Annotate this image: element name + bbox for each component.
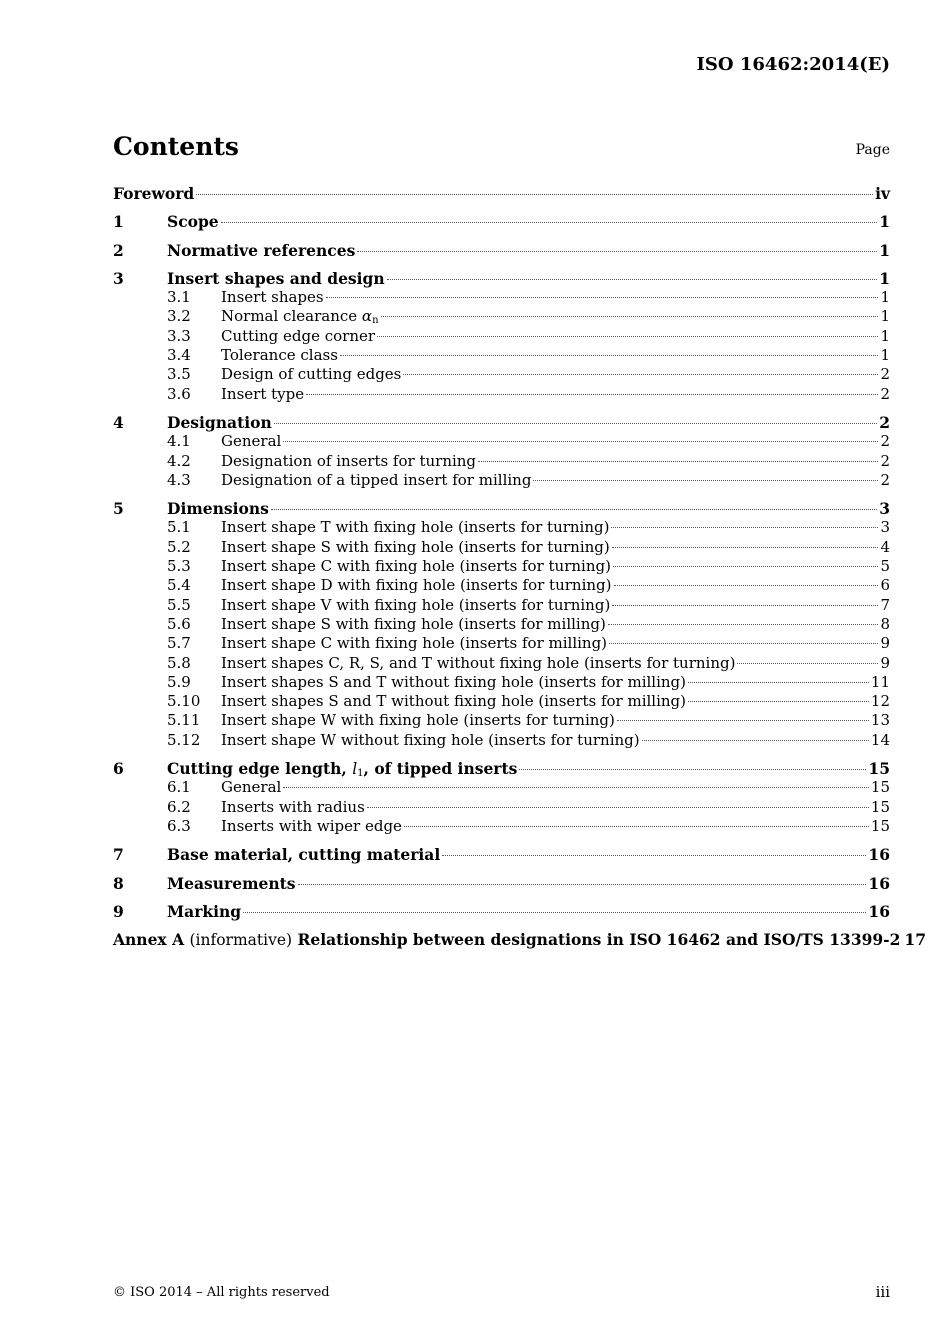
- toc-label: General: [221, 778, 282, 797]
- leader-dots: [519, 769, 866, 770]
- toc-label: Designation of inserts for turning: [221, 451, 477, 470]
- toc-page: 11: [870, 672, 890, 691]
- annex-title: Relationship between designations in ISO 16462 and ISO/TS 13399-2: [297, 930, 901, 950]
- toc-page: 3: [879, 499, 890, 519]
- leader-dots: [403, 374, 878, 375]
- toc-subentry[interactable]: [113, 634, 890, 653]
- toc-number: 5.4: [167, 576, 191, 595]
- toc-label: Insert shape V with fixing hole (inserts for turning): [221, 595, 611, 614]
- toc-page: 1: [879, 212, 890, 232]
- toc-number: 6.2: [167, 797, 191, 816]
- toc-subentry[interactable]: [113, 288, 890, 307]
- toc-entry-dimensions[interactable]: [113, 499, 890, 518]
- toc-label: Designation of a tipped insert for milling: [221, 470, 532, 489]
- leader-dots: [442, 855, 866, 856]
- annex-kind: (informative): [189, 931, 293, 950]
- leader-dots: [387, 279, 878, 280]
- toc-label-text: Normal clearance: [221, 307, 358, 326]
- toc-page: 13: [870, 711, 890, 730]
- toc-page: 9: [880, 653, 890, 672]
- toc-label: Insert shapes: [221, 288, 324, 307]
- leader-dots: [340, 355, 878, 356]
- alpha-subscript: n: [372, 315, 379, 327]
- toc-page: 6: [880, 576, 890, 595]
- toc-label: Normative references: [167, 240, 356, 260]
- toc-label: Measurements: [167, 873, 296, 893]
- toc-number: 9: [113, 901, 124, 921]
- toc-number: 4.1: [167, 432, 191, 451]
- toc-label: Designation: [167, 412, 272, 432]
- toc-label: Insert type: [221, 384, 305, 403]
- toc-number: 3.4: [167, 346, 191, 365]
- leader-dots: [377, 336, 878, 337]
- leader-dots: [326, 297, 878, 298]
- toc-label: Insert shapes and design: [167, 268, 385, 288]
- alpha-symbol: α: [361, 307, 373, 326]
- leader-dots: [688, 701, 869, 702]
- toc-number: 4.3: [167, 470, 191, 489]
- leader-dots: [196, 194, 873, 195]
- toc-subentry[interactable]: [113, 654, 890, 673]
- toc-subentry[interactable]: [113, 432, 890, 451]
- toc-subentry[interactable]: [113, 557, 890, 576]
- toc-page: 7: [880, 595, 890, 614]
- leader-dots: [404, 826, 869, 827]
- table-of-contents: [113, 184, 926, 950]
- leader-dots: [283, 787, 869, 788]
- leader-dots: [737, 663, 878, 664]
- page-column-label: Page: [855, 142, 890, 158]
- toc-page: 16: [868, 901, 890, 921]
- toc-page: 2: [880, 432, 890, 451]
- length-subscript: 1: [357, 768, 364, 780]
- page-title: Contents: [113, 132, 240, 161]
- toc-number: 3.2: [167, 307, 191, 326]
- toc-page: 2: [880, 365, 890, 384]
- toc-label: Tolerance class: [221, 346, 338, 365]
- annex-prefix: Annex A: [113, 930, 185, 950]
- toc-entry-base-material[interactable]: [113, 845, 890, 864]
- toc-page: 1: [880, 346, 890, 365]
- toc-subentry[interactable]: [113, 673, 890, 692]
- leader-dots: [283, 441, 878, 442]
- leader-dots: [357, 251, 877, 252]
- toc-entry-annex-a[interactable]: [113, 930, 926, 950]
- toc-number: 6.1: [167, 778, 191, 797]
- leader-dots: [533, 480, 878, 481]
- footer-page-number: iii: [875, 1283, 890, 1301]
- toc-label: Inserts with wiper edge: [221, 816, 402, 835]
- toc-subentry[interactable]: [113, 452, 890, 471]
- toc-page: 1: [880, 288, 890, 307]
- toc-page: 5: [880, 557, 890, 576]
- leader-dots: [608, 624, 878, 625]
- toc-entry-designation[interactable]: [113, 413, 890, 432]
- toc-number: 5.9: [167, 672, 191, 691]
- length-variable: l: [352, 760, 358, 779]
- toc-label: Insert shape S with fixing hole (inserts for milling): [221, 614, 606, 633]
- toc-subentry[interactable]: [113, 731, 890, 750]
- toc-page: 8: [880, 614, 890, 633]
- toc-page: 2: [879, 412, 890, 432]
- footer-copyright: © ISO 2014 – All rights reserved: [113, 1285, 330, 1300]
- toc-label: Base material, cutting material: [167, 845, 441, 865]
- toc-page: 2: [880, 384, 890, 403]
- toc-label: Insert shape T with fixing hole (inserts for turning): [221, 518, 610, 537]
- leader-dots: [243, 912, 866, 913]
- leader-dots: [614, 585, 879, 586]
- toc-number: 5.8: [167, 653, 191, 672]
- leader-dots: [642, 740, 869, 741]
- toc-subentry[interactable]: [113, 327, 890, 346]
- toc-number: 5.3: [167, 557, 191, 576]
- leader-dots: [221, 222, 878, 223]
- toc-page: 9: [880, 634, 890, 653]
- toc-label: Cutting edge corner: [221, 326, 376, 345]
- toc-label-pre: Cutting edge length,: [167, 759, 347, 779]
- toc-subentry[interactable]: [113, 576, 890, 595]
- toc-subentry[interactable]: [113, 615, 890, 634]
- toc-page: 1: [880, 307, 890, 326]
- toc-number: 3.5: [167, 365, 191, 384]
- leader-dots: [613, 566, 878, 567]
- toc-page: 1: [879, 240, 890, 260]
- toc-subentry[interactable]: [113, 692, 890, 711]
- toc-number: 3.6: [167, 384, 191, 403]
- leader-dots: [688, 682, 869, 683]
- leader-dots: [478, 461, 878, 462]
- toc-subentry[interactable]: [113, 817, 890, 836]
- toc-entry-insert-shapes-design[interactable]: [113, 269, 890, 288]
- leader-dots: [298, 884, 867, 885]
- leader-dots: [609, 643, 878, 644]
- leader-dots: [612, 605, 878, 606]
- leader-dots: [611, 527, 878, 528]
- toc-page: 1: [880, 326, 890, 345]
- toc-entry-scope[interactable]: [113, 212, 890, 231]
- toc-label: Insert shapes C, R, S, and T without fixing hole (inserts for turning): [221, 653, 736, 672]
- toc-label: General: [221, 432, 282, 451]
- toc-label: Insert shape S with fixing hole (inserts for turning): [221, 537, 610, 556]
- toc-subentry[interactable]: [113, 385, 890, 404]
- toc-subentry[interactable]: [113, 307, 890, 326]
- toc-page: 15: [870, 797, 890, 816]
- leader-dots: [306, 394, 878, 395]
- toc-label: Insert shapes S and T without fixing hole (inserts for milling): [221, 692, 686, 711]
- toc-number: 5.12: [167, 730, 201, 749]
- leader-dots: [381, 316, 878, 317]
- toc-number: 5.2: [167, 537, 191, 556]
- toc-page: 3: [880, 518, 890, 537]
- toc-page: iv: [875, 184, 890, 203]
- toc-label: Design of cutting edges: [221, 365, 402, 384]
- toc-label: Insert shape D with fixing hole (inserts for turning): [221, 576, 612, 595]
- toc-label: Insert shapes S and T without fixing hole (inserts for milling): [221, 672, 686, 691]
- toc-page: 14: [870, 730, 890, 749]
- toc-number: 1: [113, 212, 124, 232]
- leader-dots: [271, 509, 877, 510]
- toc-page: 2: [880, 451, 890, 470]
- toc-label: Marking: [167, 901, 242, 921]
- toc-subentry[interactable]: [113, 596, 890, 615]
- toc-page: 16: [868, 845, 890, 865]
- toc-page: 12: [870, 692, 890, 711]
- document-id: ISO 16462:2014(E): [696, 54, 890, 75]
- toc-number: 5: [113, 499, 124, 519]
- toc-page: 4: [880, 537, 890, 556]
- toc-page: 15: [870, 816, 890, 835]
- toc-number: 2: [113, 240, 124, 260]
- toc-number: 3: [113, 268, 124, 288]
- toc-label: Insert shape C with fixing hole (inserts for turning): [221, 557, 611, 576]
- leader-dots: [274, 423, 877, 424]
- toc-number: 8: [113, 873, 124, 893]
- toc-number: 3.3: [167, 326, 191, 345]
- toc-label: Foreword: [113, 184, 195, 203]
- toc-label: Dimensions: [167, 499, 269, 519]
- leader-dots: [617, 720, 869, 721]
- toc-page: 1: [879, 268, 890, 288]
- toc-entry-cutting-edge-length[interactable]: [113, 759, 890, 778]
- toc-page: 2: [880, 470, 890, 489]
- toc-label: Scope: [167, 212, 219, 232]
- toc-number: 6.3: [167, 816, 191, 835]
- toc-entry-measurements[interactable]: [113, 874, 890, 893]
- toc-subentry[interactable]: [113, 365, 890, 384]
- toc-subentry[interactable]: [113, 798, 890, 817]
- toc-entry-normative-references[interactable]: [113, 241, 890, 260]
- toc-number: 5.5: [167, 595, 191, 614]
- toc-number: 6: [113, 759, 124, 779]
- toc-subentry[interactable]: [113, 346, 890, 365]
- toc-label: Inserts with radius: [221, 797, 365, 816]
- toc-entry-foreword[interactable]: [113, 184, 890, 203]
- toc-label: Insert shape W without fixing hole (inserts for turning): [221, 730, 640, 749]
- toc-number: 4: [113, 412, 124, 432]
- toc-subentry[interactable]: [113, 471, 890, 490]
- toc-number: 5.7: [167, 634, 191, 653]
- toc-label: Insert shape W with fixing hole (inserts for turning): [221, 711, 615, 730]
- toc-number: 5.1: [167, 518, 191, 537]
- toc-entry-marking[interactable]: [113, 902, 890, 921]
- toc-subentry[interactable]: [113, 711, 890, 730]
- toc-number: 5.11: [167, 711, 201, 730]
- toc-number: 4.2: [167, 451, 191, 470]
- toc-number: 7: [113, 845, 124, 865]
- toc-subentry[interactable]: [113, 518, 890, 537]
- toc-number: 3.1: [167, 288, 191, 307]
- toc-number: 5.10: [167, 692, 201, 711]
- leader-dots: [612, 547, 878, 548]
- toc-subentry[interactable]: [113, 538, 890, 557]
- toc-label: [113, 930, 900, 950]
- toc-page: 17: [904, 930, 926, 950]
- toc-label-post: , of tipped inserts: [363, 759, 518, 779]
- toc-number: 5.6: [167, 614, 191, 633]
- toc-page: 15: [868, 759, 890, 779]
- toc-label: Insert shape C with fixing hole (inserts for milling): [221, 634, 608, 653]
- toc-page: 15: [870, 778, 890, 797]
- leader-dots: [367, 807, 869, 808]
- toc-page: 16: [868, 873, 890, 893]
